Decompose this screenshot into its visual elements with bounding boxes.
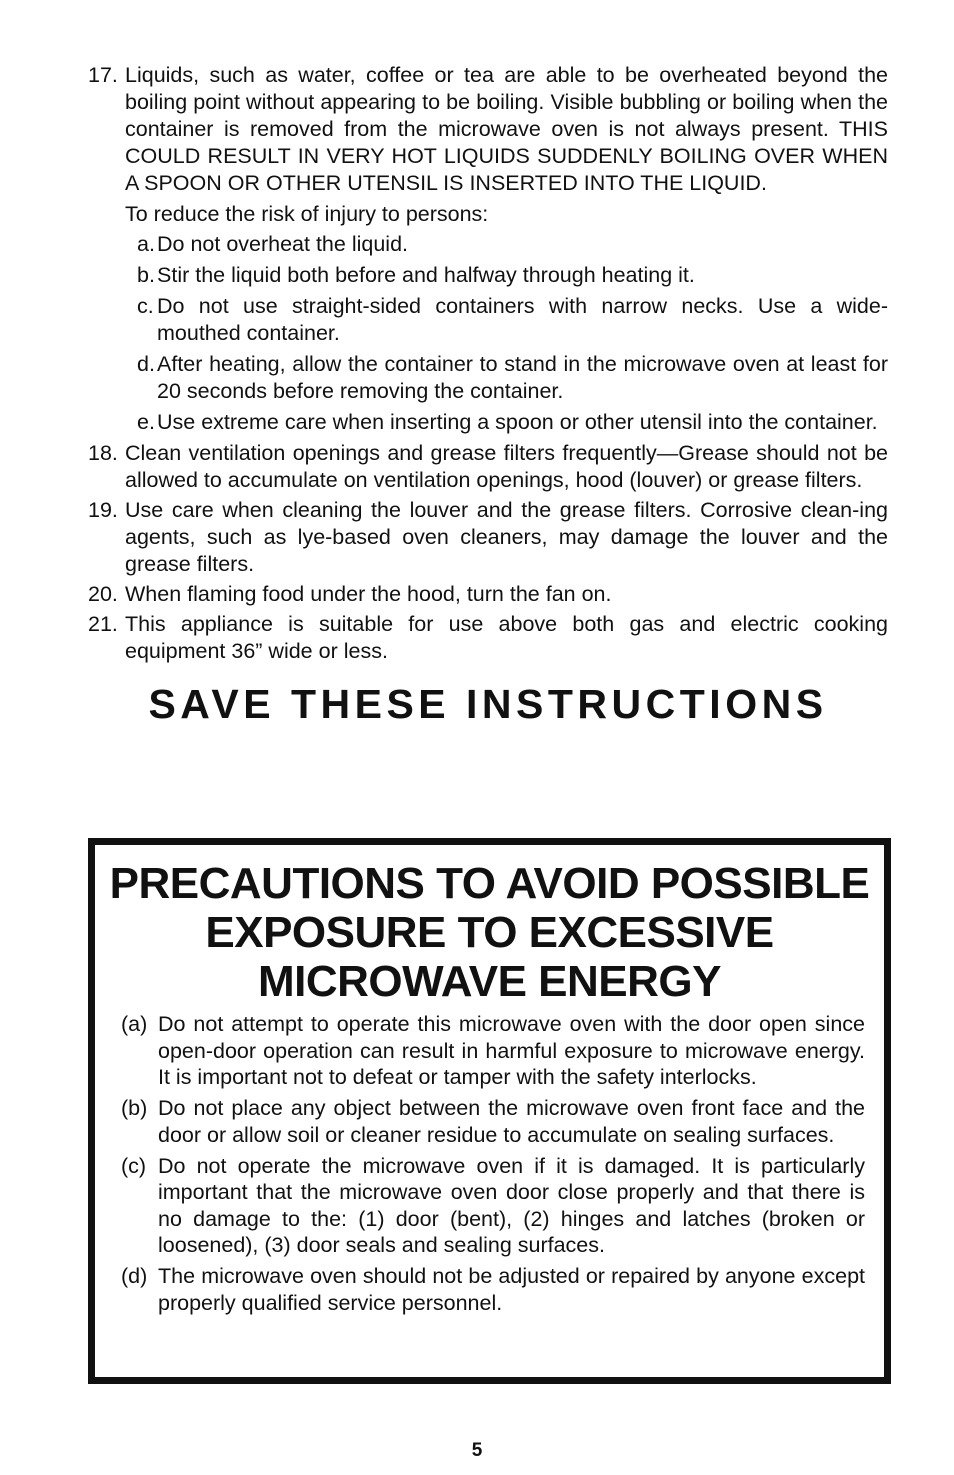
- item-number: 18.: [88, 441, 118, 465]
- precaution-text: The microwave oven should not be adjusted or repaired by anyone except properly qualified service personnel.: [158, 1264, 865, 1315]
- item-number: 19.: [88, 498, 118, 522]
- precaution-item-c: [121, 1153, 865, 1259]
- item-text: When flaming food under the hood, turn the fan on.: [125, 582, 612, 606]
- precautions-title: [95, 859, 884, 1006]
- sub-item-b: [125, 262, 888, 289]
- title-line-3: MICROWAVE ENERGY: [257, 957, 721, 1006]
- sub-item-letter: b.: [137, 263, 155, 287]
- item-number: 21.: [88, 612, 118, 636]
- sub-item-text: Stir the liquid both before and halfway through heating it.: [157, 263, 695, 287]
- precaution-item-d: [121, 1263, 865, 1316]
- precautions-box: [88, 838, 891, 1384]
- item-text: Use care when cleaning the louver and the grease filters. Corrosive clean-ing agents, such as lye-based oven cleaners, may damage the louver and the grease filters.: [125, 498, 888, 576]
- precautions-list: [121, 1011, 865, 1321]
- sub-item-a: [125, 231, 888, 258]
- precaution-item-a: [121, 1011, 865, 1091]
- item-text: Liquids, such as water, coffee or tea are able to be overheated beyond the boiling point without appearing to be boiling. Visible bubbling or boiling when the container is removed from the microwave oven is not always present. THIS COULD RESULT IN VERY HOT LIQUIDS SUDDENLY BOILING OVER WHEN A SPOON OR OTHER UTENSIL IS INSERTED INTO THE LIQUID.: [125, 63, 888, 195]
- save-instructions-heading: SAVE THESE INSTRUCTIONS: [148, 681, 828, 727]
- sub-item-c: [125, 293, 888, 347]
- precaution-text: Do not place any object between the microwave oven front face and the door or allow soil or cleaner residue to accumulate on sealing surfaces.: [158, 1096, 865, 1147]
- page-number: 5: [471, 1440, 483, 1461]
- instructions-list: [88, 62, 888, 729]
- list-item-21: [88, 611, 888, 665]
- sub-item-letter: d.: [137, 352, 155, 376]
- precaution-item-b: [121, 1095, 865, 1148]
- item-text: Clean ventilation openings and grease filters frequently—Grease should not be allowed to accumulate on ventilation openings, hood (louver) or grease filters.: [125, 441, 888, 492]
- sub-item-e: [125, 409, 888, 436]
- sub-item-text: Do not overheat the liquid.: [157, 232, 408, 256]
- item-text: This appliance is suitable for use above both gas and electric cooking equipment 36” wide or less.: [125, 612, 888, 663]
- title-line-2: EXPOSURE TO EXCESSIVE: [205, 908, 774, 957]
- risk-intro: To reduce the risk of injury to persons:: [125, 202, 489, 226]
- list-item-19: [88, 497, 888, 578]
- precaution-label: (d): [121, 1264, 148, 1288]
- list-item-20: [88, 581, 888, 608]
- precaution-label: (b): [121, 1096, 148, 1120]
- sub-item-letter: c.: [137, 294, 154, 318]
- sub-item-text: Do not use straight-sided containers with narrow necks. Use a wide-mouthed container.: [157, 294, 888, 345]
- list-item-18: [88, 440, 888, 494]
- precaution-label: (c): [121, 1153, 147, 1178]
- sub-item-d: [125, 351, 888, 405]
- precaution-text: Do not operate the microwave oven if it is damaged. It is particularly important that the microwave oven door close properly and that there is no damage to the: (1) door (bent), (2) hinges and latches (broken or loosened), (3) door seals and sealing surfaces.: [158, 1153, 865, 1257]
- sub-item-letter: a.: [137, 232, 155, 256]
- item-number: 17.: [88, 63, 118, 87]
- title-line-1: PRECAUTIONS TO AVOID POSSIBLE: [109, 859, 870, 908]
- sub-item-text: Use extreme care when inserting a spoon or other utensil into the container.: [157, 410, 878, 434]
- precaution-text: Do not attempt to operate this microwave oven with the door open since open-door operation can result in harmful exposure to microwave energy. It is important not to defeat or tamper with the safety interlocks.: [158, 1012, 865, 1089]
- item-number: 20.: [88, 582, 118, 606]
- sub-item-text: After heating, allow the container to stand in the microwave oven at least for 20 seconds before removing the container.: [157, 352, 888, 403]
- precaution-label: (a): [121, 1012, 148, 1036]
- list-item-17: [88, 62, 888, 197]
- sub-item-letter: e.: [137, 410, 155, 434]
